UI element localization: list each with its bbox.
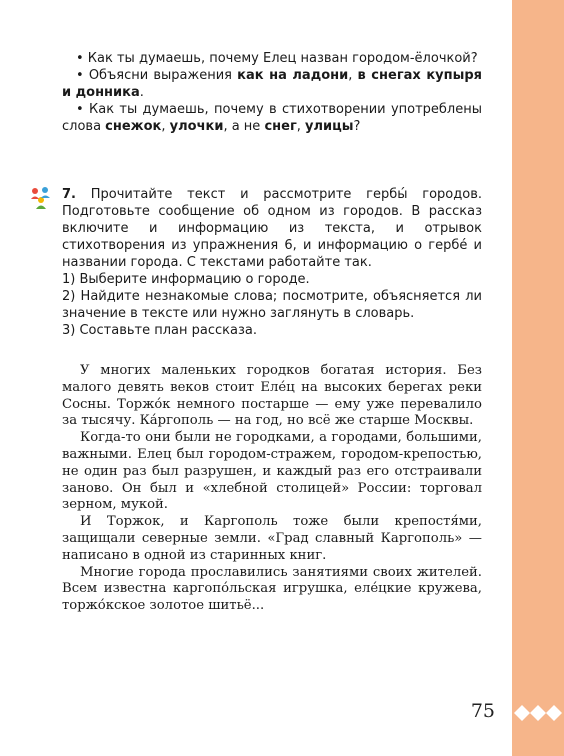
question-text: , [161,119,170,134]
reading-paragraph-2: Когда-то они были не городками, а городами, большими, важными. Елец был городом-стражем, городом-крепостью, не один раз был разрушен, и каждый раз его отстраивали заново. Он был и «хлебной столицей» России: торговал зерном, мукой. [62,430,482,513]
page-number: 75 [470,700,495,722]
reading-paragraph-1: У многих маленьких городков богатая история. Без малого девять веков стоит Еле́ц на высоких берегах реки Сосны. Торжо́к немного постарше — ему уже перевалило за тысячу. Ка́ргополь — на год, но всё же старше Москвы. [62,363,482,429]
question-text: , а не [223,119,265,134]
reading-text [62,363,482,615]
bold-term: снежок [105,119,162,134]
question-text: , [348,68,358,83]
question-2 [62,67,482,101]
side-color-band [512,0,564,756]
questions-block [62,50,482,135]
diamond-ornament-icon [512,700,564,726]
bold-term: в снегах купыря и донника [62,68,483,100]
task-steps [62,271,482,339]
task-block [62,186,482,339]
question-text: . [139,85,144,100]
task-number: 7. [62,187,76,202]
task-intro-text: Прочитайте текст и рассмотрите гербы́ городов. Подготовьте сообщение об одном из городов. В рассказ включите и информацию из текста, и отрывок стихотворения из упражнения 6, и информацию о гербе́ и названии города. С текстами работайте так. [62,187,482,270]
task-step-3: 3) Составьте план рассказа. [62,323,257,338]
reading-paragraph-3: И Торжок, и Каргополь тоже были крепостя́ми, защищали северные земли. «Град славный Каргополь» — написано в одной из старинных книг. [62,514,482,563]
bold-term: как на ладони [237,68,349,83]
question-text: • Как ты думаешь, почему Елец назван городом-ёлочкой? [76,51,478,66]
question-text: • Объясни выражения [76,68,238,83]
reading-paragraph-4: Многие города прославились занятиями своих жителей. Всем известна каргопо́льская игрушка, еле́цкие кружева, торжо́кское золотое шитьё... [62,564,482,614]
task-step-1: 1) Выберите информацию о городе. [62,272,310,287]
question-1 [62,50,482,67]
task-step-2: 2) Найдите незнакомые слова; посмотрите, объясняется ли значение в тексте или нужно заглянуть в словарь. [62,289,482,321]
group-people-icon [29,186,53,210]
task-intro [62,186,482,271]
question-text: , [296,119,305,134]
question-text: ? [353,119,361,134]
bold-term: улицы [305,119,354,134]
question-text: • Как ты думаешь, почему в стихотворении употреблены слова [62,102,482,134]
question-3 [62,101,482,135]
bold-term: улочки [169,119,224,134]
bold-term: снег [264,119,297,134]
